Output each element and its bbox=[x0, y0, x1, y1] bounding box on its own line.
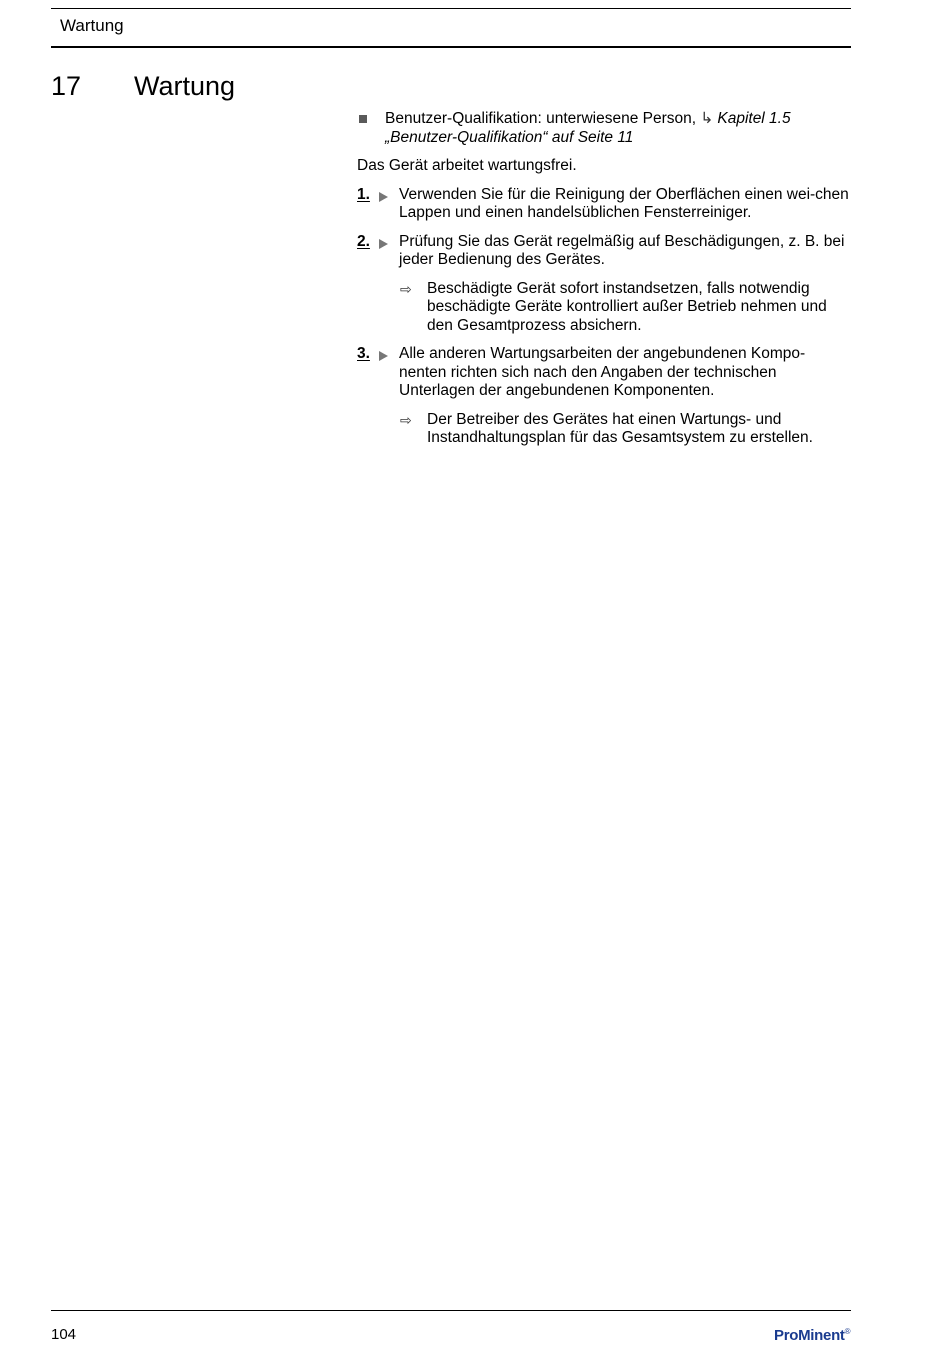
step-number: 3. bbox=[357, 345, 370, 362]
link-arrow-icon: ↳ bbox=[700, 110, 714, 127]
header-rule-bottom bbox=[51, 46, 851, 48]
chapter-number: 17 bbox=[51, 71, 82, 101]
step-result bbox=[357, 280, 852, 336]
qualification-text: unterwiesene Person, bbox=[541, 110, 701, 127]
qualification-bullet bbox=[357, 110, 852, 147]
step-arrow-icon bbox=[379, 192, 388, 202]
step-item bbox=[357, 345, 852, 401]
step-number: 2. bbox=[357, 232, 370, 250]
step-number: 1. bbox=[357, 185, 370, 203]
header-rule-top bbox=[51, 8, 851, 9]
brand-logo bbox=[774, 1327, 850, 1344]
main-content bbox=[357, 110, 852, 458]
step-text: Alle anderen Wartungsarbeiten der angebundenen Kompo-nenten richten sich nach den Angaben der technischen Unterlagen der angebundenen Komponenten. bbox=[399, 345, 806, 399]
step-text: Prüfung Sie das Gerät regelmäßig auf Beschädigungen, z. B. bei jeder Bedienung des Gerätes. bbox=[399, 232, 845, 268]
link-text-line1: Kapitel 1.5 bbox=[717, 110, 791, 127]
result-arrow-icon: ⇨ bbox=[400, 411, 412, 428]
running-header: Wartung bbox=[60, 16, 124, 35]
logo-text: ProMinent bbox=[774, 1327, 845, 1344]
qualification-label: Benutzer-Qualifikation: bbox=[385, 110, 542, 127]
step-item bbox=[357, 186, 852, 223]
step-result bbox=[357, 411, 852, 448]
logo-registered-mark: ® bbox=[844, 1327, 851, 1336]
intro-paragraph: Das Gerät arbeitet wartungsfrei. bbox=[357, 157, 577, 174]
footer-rule bbox=[51, 1310, 851, 1311]
page-number: 104 bbox=[51, 1326, 77, 1343]
result-arrow-icon: ⇨ bbox=[400, 280, 412, 297]
link-text-line2: „Benutzer-Qualifikation“ auf Seite 11 bbox=[385, 128, 634, 146]
step-text: Verwenden Sie für die Reinigung der Oberflächen einen wei-chen Lappen und einen handelsüblichen Fensterreiniger. bbox=[399, 185, 849, 221]
chapter-title: Wartung bbox=[134, 71, 236, 101]
result-text: Beschädigte Gerät sofort instandsetzen, falls notwendig beschädigte Geräte kontrolliert außer Betrieb nehmen und den Gesamtprozess absichern. bbox=[427, 279, 827, 334]
step-arrow-icon bbox=[379, 239, 388, 249]
step-arrow-icon bbox=[379, 351, 388, 361]
result-text: Der Betreiber des Gerätes hat einen Wartungs- und Instandhaltungsplan für das Gesamtsystem zu erstellen. bbox=[427, 410, 813, 446]
square-bullet-icon bbox=[359, 115, 367, 123]
step-item bbox=[357, 233, 852, 270]
